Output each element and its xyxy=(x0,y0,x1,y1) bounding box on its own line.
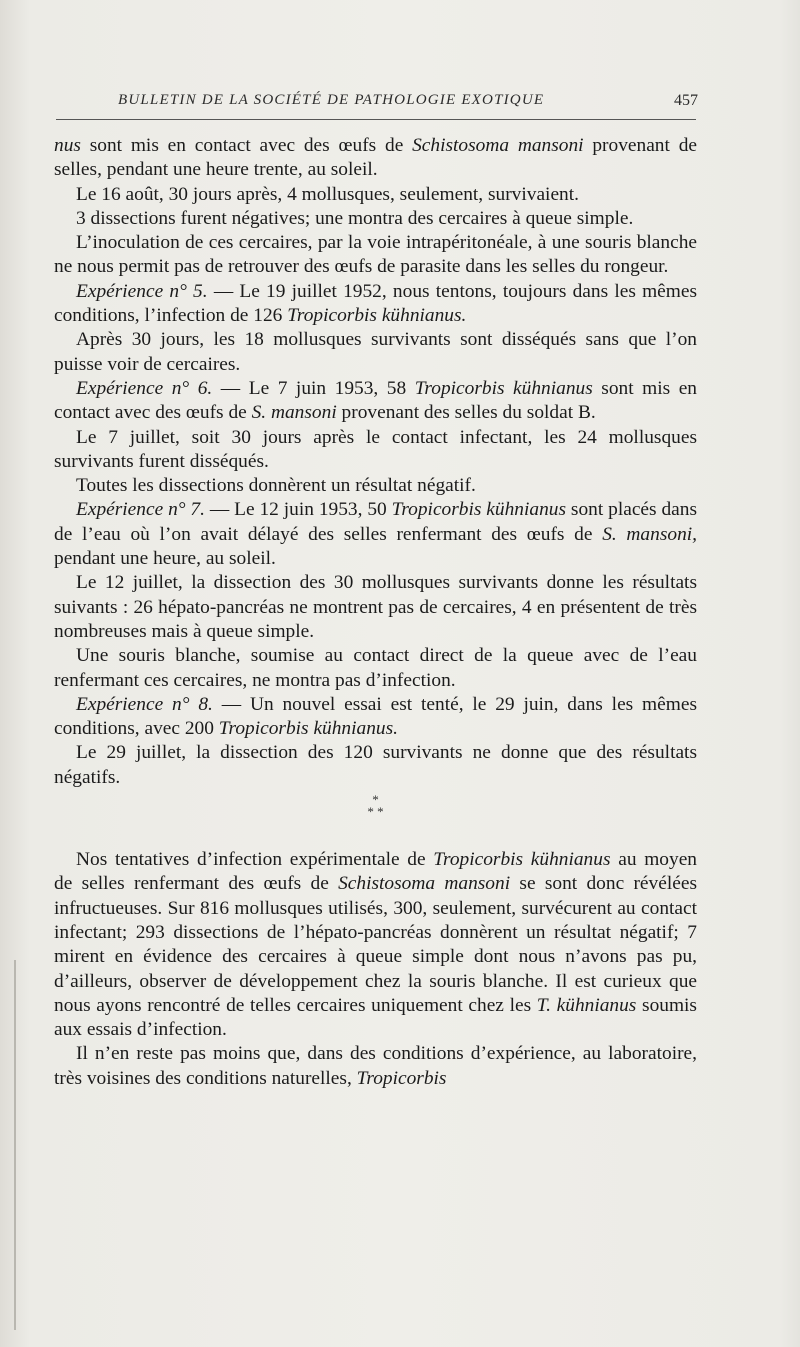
text-run: Le 7 juillet, soit 30 jours après le contact infectant, les 24 mollusques survivants furent disséqués. xyxy=(54,426,697,472)
running-title: BULLETIN DE LA SOCIÉTÉ DE PATHOLOGIE EXOTIQUE xyxy=(118,92,545,108)
italic-run: nus xyxy=(54,135,81,156)
paragraph xyxy=(54,377,697,426)
text-run: sont mis en contact avec des œufs de xyxy=(54,377,698,424)
paragraph xyxy=(54,1042,697,1091)
paragraph xyxy=(54,498,697,571)
italic-run: S. mansoni, xyxy=(602,523,697,545)
text-run: — Le 7 juin 1953, 58 xyxy=(212,377,415,399)
paragraph xyxy=(54,134,697,183)
text-run: Nos tentatives d’infection expérimentale de xyxy=(76,849,434,871)
paragraph xyxy=(54,426,697,475)
italic-run: T. kühnianus xyxy=(536,994,637,1016)
text-run: L’inoculation de ces cercaires, par la voie intrapéritonéale, à une souris blanche ne nous permit pas de retrouver des œufs de parasite dans les selles du rongeur. xyxy=(54,232,697,278)
text-run: Une souris blanche, soumise au contact direct de la queue avec de l’eau renfermant ces cercaires, ne montra pas d’infection. xyxy=(54,645,697,691)
italic-run: Tropicorbis kühnianus xyxy=(414,377,593,399)
text-run: — Un nouvel essai est tenté, le 29 juin, dans les mêmes conditions, avec 200 xyxy=(54,693,697,740)
text-run: sont mis en contact avec des œufs de xyxy=(80,135,413,156)
italic-run: Tropicorbis kühnianus xyxy=(391,499,567,521)
italic-run: Tropicorbis xyxy=(356,1067,447,1089)
paragraphs-after-separator xyxy=(54,848,697,1091)
italic-run: Expérience n° 8. xyxy=(76,693,213,715)
italic-run: Tropicorbis kühnianus. xyxy=(287,305,467,327)
italic-run: S. mansoni xyxy=(251,402,337,424)
text-run: soumis aux essais d’infection. xyxy=(54,994,697,1041)
page-number: 457 xyxy=(674,92,698,109)
text-run: pendant une heure, au soleil. xyxy=(54,548,276,570)
page-spine-shadow xyxy=(14,960,16,1330)
text-run: Après 30 jours, les 18 mollusques survivants sont disséqués sans que l’on puisse voir de cercaires. xyxy=(54,329,697,375)
italic-run: Tropicorbis kühnianus. xyxy=(218,718,398,740)
text-run: au moyen de selles renfermant des œufs de xyxy=(54,849,697,895)
paragraph xyxy=(54,474,697,498)
paragraph xyxy=(54,231,697,280)
italic-run: Schistosoma mansoni xyxy=(412,135,584,156)
paragraph xyxy=(54,644,697,693)
paragraph xyxy=(54,693,697,742)
separator-star-top: * xyxy=(372,792,379,808)
text-run: sont placés dans de l’eau où l’on avait délayé des selles renfermant des œufs de xyxy=(54,499,698,545)
text-run: Le 29 juillet, la dissection des 120 survivants ne donne que des résultats négatifs. xyxy=(54,742,697,788)
paragraph xyxy=(54,848,697,1042)
text-run: — Le 12 juin 1953, 50 xyxy=(204,499,392,521)
text-run: 3 dissections furent négatives; une montra des cercaires à queue simple. xyxy=(76,207,634,229)
paragraph xyxy=(54,207,697,231)
italic-run: Expérience n° 5. xyxy=(76,280,208,302)
paragraph xyxy=(54,741,697,790)
text-run: provenant de selles, pendant une heure trente, au soleil. xyxy=(54,135,697,181)
italic-run: Schistosoma mansoni xyxy=(338,873,511,895)
paragraph xyxy=(54,280,697,329)
section-separator xyxy=(54,794,697,818)
text-run: se sont donc révélées infructueuses. Sur 816 mollusques utilisés, 300, seulement, survécurent au contact infectant; 293 dissections de l’hépato-pancréas donnèrent un résultat négatif; 7 mirent en évidence des cercaires à queue simple dont nous n’avons pas pu, d’ailleurs, observer de développement chez la souris blanche. Il est curieux que nous ayons rencontré de telles cercaires uniquement chez les xyxy=(54,873,697,1016)
paragraph xyxy=(54,571,697,644)
italic-run: Tropicorbis kühnianus xyxy=(433,849,611,871)
paragraph xyxy=(54,183,697,207)
italic-run: Expérience n° 6. xyxy=(76,377,213,399)
paragraphs-before-separator xyxy=(54,134,697,790)
italic-run: Expérience n° 7. xyxy=(76,499,205,521)
separator-stars-bottom: * * xyxy=(367,804,384,820)
text-run: provenant des selles du soldat B. xyxy=(336,402,596,424)
text-run: Le 16 août, 30 jours après, 4 mollusques, seulement, survivaient. xyxy=(76,183,579,205)
article-body xyxy=(54,134,697,1091)
header-rule xyxy=(56,119,696,120)
text-run: Il n’en reste pas moins que, dans des conditions d’expérience, au laboratoire, très voisines des conditions naturelles, xyxy=(54,1043,697,1089)
text-run: Toutes les dissections donnèrent un résultat négatif. xyxy=(76,475,476,497)
paragraph xyxy=(54,328,697,377)
text-run: — Le 19 juillet 1952, nous tentons, toujours dans les mêmes conditions, l’infection de 126 xyxy=(54,280,698,327)
text-run: Le 12 juillet, la dissection des 30 mollusques survivants donne les résultats suivants : 26 hépato-pancréas ne montrent pas de cercaires, 4 en présentent de très nombreuses mais à queue simple. xyxy=(54,572,697,642)
